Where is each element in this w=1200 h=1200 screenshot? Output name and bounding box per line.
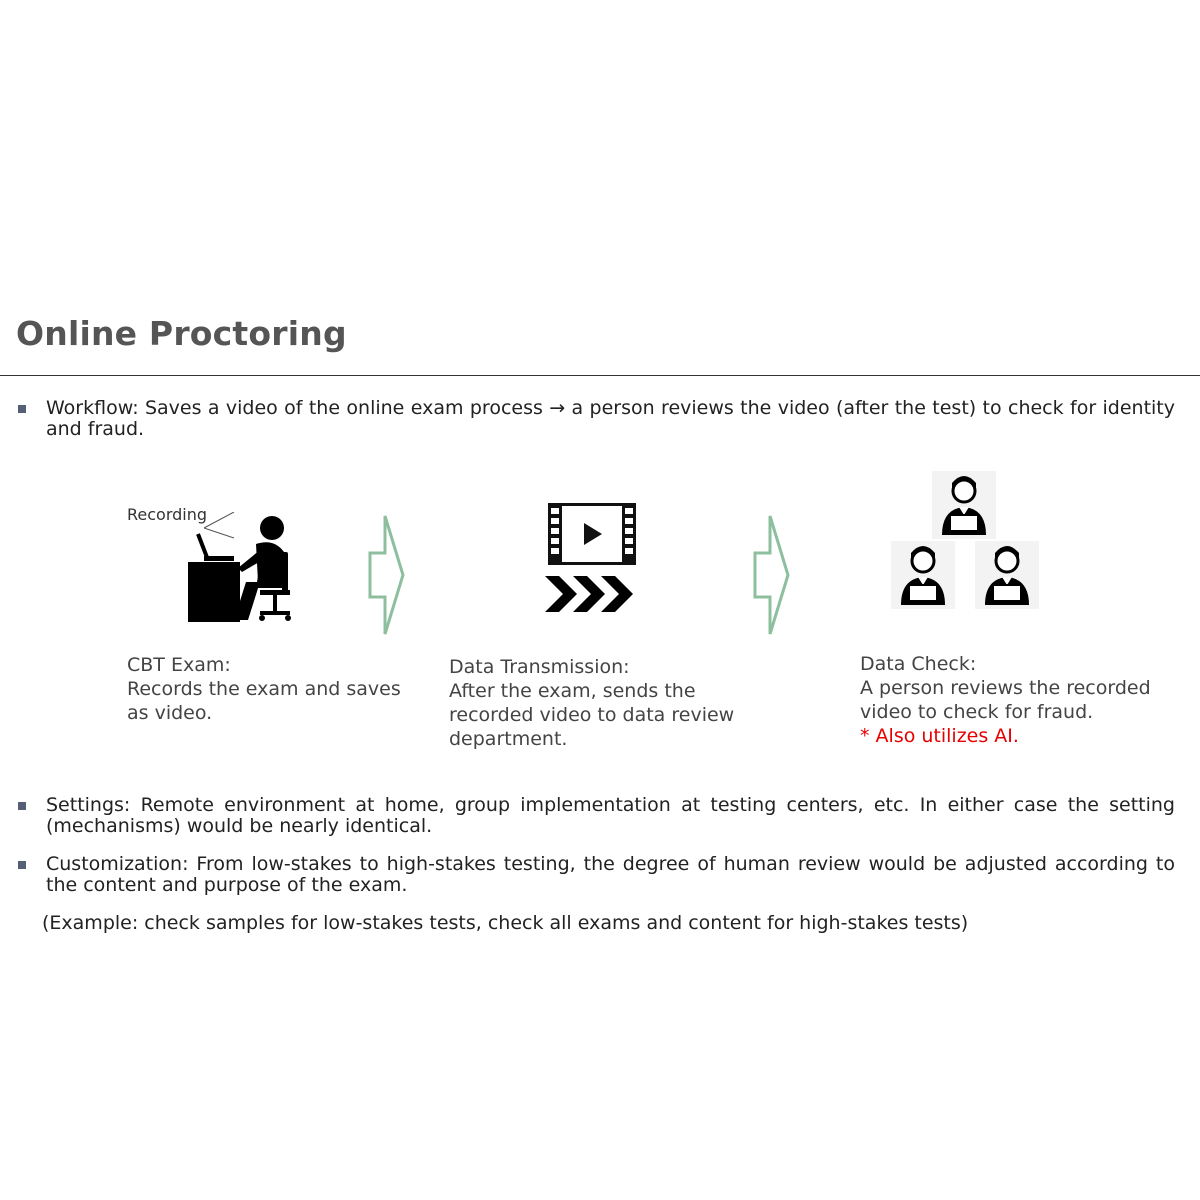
title-divider bbox=[0, 375, 1200, 376]
step-title: Data Check: bbox=[860, 653, 977, 675]
step-title: Data Transmission: bbox=[449, 656, 630, 678]
step-line: video to check for fraud. bbox=[860, 701, 1094, 723]
step-title: CBT Exam: bbox=[127, 654, 231, 676]
bullet-workflow-text: Workflow: Saves a video of the online exam process → a person reviews the video (after the test) to check for identity and fraud. bbox=[46, 397, 1175, 440]
example-note: (Example: check samples for low-stakes tests, check all exams and content for high-stakes tests) bbox=[42, 912, 969, 934]
bullet-settings bbox=[18, 795, 1175, 837]
step-line: department. bbox=[449, 728, 568, 750]
bullet-square-icon bbox=[18, 802, 26, 810]
step-line: Records the exam and saves bbox=[127, 678, 401, 700]
page-title: Online Proctoring bbox=[16, 314, 347, 353]
reviewer-icon bbox=[975, 541, 1039, 609]
step-caption-data-transmission bbox=[449, 655, 734, 751]
reviewer-icon bbox=[891, 541, 955, 609]
step-line: recorded video to data review bbox=[449, 704, 735, 726]
step-line: as video. bbox=[127, 702, 213, 724]
fast-forward-chevrons-icon bbox=[543, 574, 643, 614]
video-icon bbox=[548, 503, 636, 565]
bullet-customization bbox=[18, 854, 1175, 896]
step-line: After the exam, sends the bbox=[449, 680, 696, 702]
reviewer-icon bbox=[932, 471, 996, 539]
person-at-desk-icon bbox=[186, 512, 292, 624]
bullet-settings-text: Settings: Remote environment at home, group implementation at testing centers, etc. In either case the setting (mechanisms) would be nearly identical. bbox=[46, 794, 1175, 837]
bullet-customization-text: Customization: From low-stakes to high-stakes testing, the degree of human review would be adjusted according to the content and purpose of the exam. bbox=[46, 853, 1175, 896]
bullet-workflow bbox=[18, 398, 1175, 440]
outline-arrow-icon bbox=[365, 513, 407, 637]
step-caption-cbt-exam bbox=[127, 653, 401, 725]
bullet-square-icon bbox=[18, 861, 26, 869]
recording-label: Recording bbox=[127, 505, 208, 524]
step-caption-data-check bbox=[860, 652, 1151, 748]
ai-note: * Also utilizes AI. bbox=[860, 725, 1019, 747]
outline-arrow-icon bbox=[750, 513, 792, 637]
bullet-square-icon bbox=[18, 405, 26, 413]
step-line: A person reviews the recorded bbox=[860, 677, 1151, 699]
